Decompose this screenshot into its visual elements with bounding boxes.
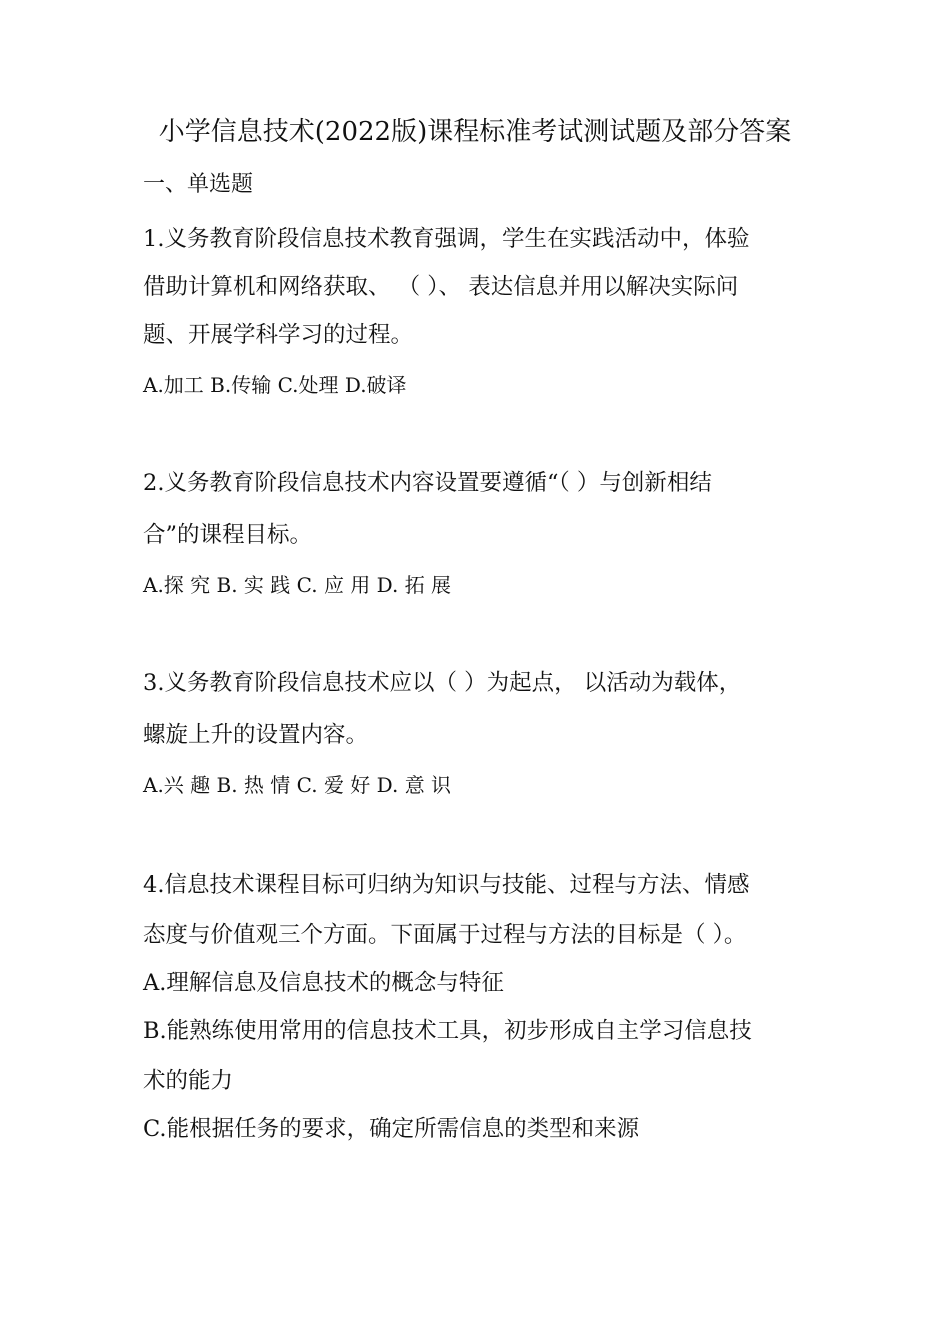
question-4-option-b-cont: 术的能力 (143, 1068, 234, 1094)
question-3-options: A.兴 趣 B. 热 情 C. 爱 好 D. 意 识 (143, 773, 452, 797)
question-1-line-2: 借助计算机和网络获取、 （ ）、 表达信息并用以解决实际问 (143, 274, 739, 300)
question-4-option-a: A.理解信息及信息技术的概念与特征 (143, 970, 504, 996)
question-2-line-2: 合”的课程目标。 (143, 522, 313, 548)
question-2-options: A.探 究 B. 实 践 C. 应 用 D. 拓 展 (143, 573, 452, 597)
question-4-line-1: 4.信息技术课程目标可归纳为知识与技能、过程与方法、情感 (143, 872, 750, 898)
question-4-option-b: B.能熟练使用常用的信息技术工具，初步形成自主学习信息技 (143, 1018, 752, 1044)
question-3-line-1: 3.义务教育阶段信息技术应以（ ）为起点， 以活动为载体， (143, 670, 742, 696)
question-1-options: A.加工 B.传输 C.处理 D.破译 (143, 373, 407, 397)
question-4-option-c: C.能根据任务的要求，确定所需信息的类型和来源 (143, 1116, 640, 1142)
question-4-line-2: 态度与价值观三个方面。下面属于过程与方法的目标是（ ）。 (143, 922, 747, 948)
document-title: 小学信息技术(2022版)课程标准考试测试题及部分答案 (158, 117, 792, 147)
question-2-line-1: 2.义务教育阶段信息技术内容设置要遵循“（ ）与创新相结 (143, 470, 712, 496)
question-1-line-3: 题、开展学科学习的过程。 (143, 322, 414, 348)
question-1-line-1: 1.义务教育阶段信息技术教育强调，学生在实践活动中，体验 (143, 226, 750, 252)
question-3-line-2: 螺旋上升的设置内容。 (143, 722, 369, 748)
section-heading: 一、单选题 (143, 172, 254, 197)
